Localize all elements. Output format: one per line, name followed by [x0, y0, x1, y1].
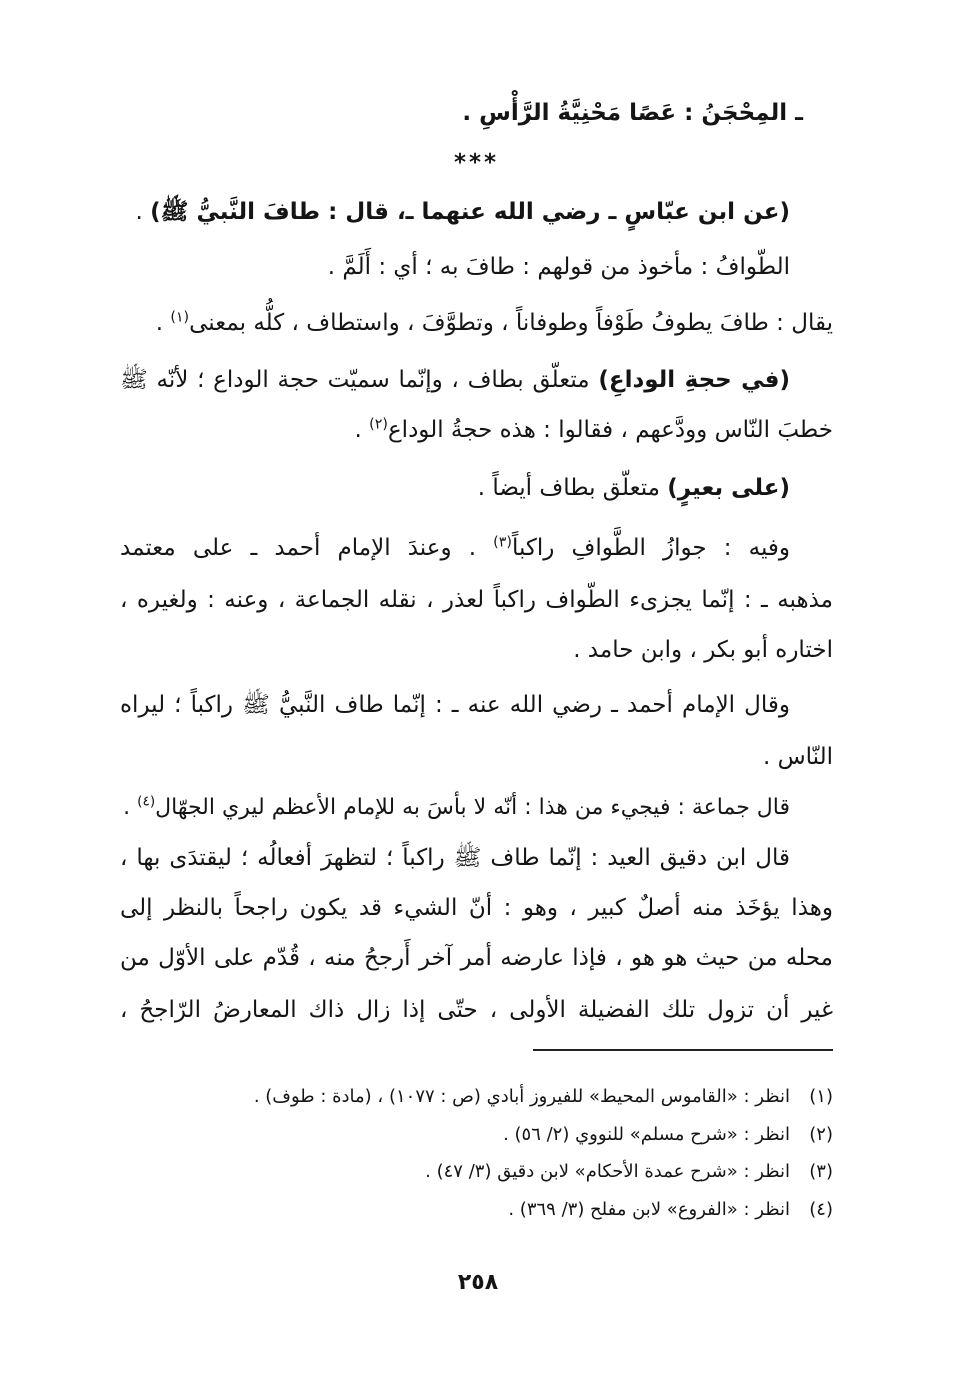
footnote-marker: (٢)	[369, 416, 388, 433]
heading-definition-line	[120, 93, 833, 133]
footnote-rule	[533, 1049, 833, 1051]
text-line	[120, 528, 833, 568]
quoted-term: (في حجةِ الوداعِ)	[598, 367, 791, 393]
footnote-text: انظر : «الفروع» لابن مفلح (٣/ ٣٦٩) .	[508, 1199, 790, 1220]
footnote-text: انظر : «القاموس المحيط» للفيروز أبادي (ص : ١٠٧٧) ، (مادة : طوف) .	[253, 1086, 790, 1107]
text-run: متعلّق بطاف ، وإنّما سميّت حجة الوداع ؛ لأنّه ﷺ	[120, 367, 599, 393]
hadith-quote: (عن ابن عبّاسٍ ـ رضي الله عنهما ـ، قال : طافَ النَّبيُّ ﷺ)	[150, 199, 790, 225]
text-run: اختاره أبو بكر ، وابن حامد .	[573, 637, 833, 663]
text-line	[120, 360, 833, 400]
text-run: خطبَ النّاس وودَّعهم ، فقالوا : هذه حجةُ الوداع	[387, 417, 833, 443]
text-line	[120, 580, 833, 620]
footnote-number: (٤)	[809, 1199, 833, 1220]
text-line	[120, 990, 833, 1030]
page-number: ٢٥٨	[457, 1270, 499, 1295]
text-run: النّاس .	[762, 744, 833, 770]
text-line	[120, 303, 833, 343]
text-run: قال ابن دقيق العيد : إنّما طاف ﷺ راكباً ؛ لتظهرَ أفعالُه ؛ ليقتدَى بها ،	[120, 845, 790, 871]
text-run: .	[155, 310, 171, 336]
text-run: قال جماعة : فيجيء من هذا : أنّه لا بأسَ به للإمام الأعظم ليري الجهّال	[155, 795, 790, 820]
text-run: مذهبه ـ : إنّما يجزىء الطّواف راكباً لعذر ، نقله الجماعة ، وعنه : ولغيره ،	[120, 587, 833, 613]
text-run: وقال الإمام أحمد ـ رضي الله عنه ـ : إنّما طاف النَّبيُّ ﷺ راكباً ؛ ليراه	[120, 692, 790, 718]
section-separator: ***	[453, 150, 500, 176]
footnote	[120, 1119, 833, 1151]
text-run: ـ المِحْجَنُ : عَصًا مَحْنِيَّةُ الرَّأْسِ .	[462, 100, 803, 126]
footnote-number: (١)	[809, 1086, 833, 1107]
footnote-text: انظر : «شرح مسلم» للنووي (٢/ ٥٦) .	[503, 1124, 790, 1145]
text-line	[120, 410, 833, 450]
text-run: غير أن تزول تلك الفضيلة الأولى ، حتّى إذا زال ذاك المعارضُ الرّاجحُ ،	[120, 997, 833, 1023]
text-run: يقال : طافَ يطوفُ طَوْفاً وطوفاناً ، وتطوَّفَ ، واستطاف ، كلُّه بمعنى	[189, 310, 833, 336]
text-line	[120, 685, 833, 725]
text-run: وفيه : جوازُ الطَّوافِ راكباً	[511, 535, 790, 561]
text-run: .	[135, 199, 151, 225]
text-line	[120, 938, 833, 978]
footnote-text: انظر : «شرح عمدة الأحكام» لابن دقيق (٣/ ٤٧) .	[425, 1161, 790, 1182]
text-line	[120, 788, 833, 828]
text-run: .	[123, 795, 138, 820]
text-line	[120, 737, 833, 777]
quoted-term: (على بعيرٍ)	[667, 475, 790, 501]
footnote-marker: (١)	[170, 309, 190, 326]
text-run: متعلّق بطاف أيضاً .	[477, 475, 668, 501]
footnote	[120, 1156, 833, 1188]
footnote-number: (٣)	[809, 1161, 833, 1182]
text-line	[120, 838, 833, 878]
text-line	[120, 468, 833, 508]
text-line	[120, 630, 833, 670]
footnote-marker: (٤)	[137, 793, 156, 810]
text-run: .	[354, 417, 370, 443]
footnote-marker: (٣)	[493, 534, 512, 551]
footnote	[120, 1081, 833, 1113]
footnote-number: (٢)	[809, 1124, 833, 1145]
text-run: محله من حيث هو هو ، فإذا عارضه أمر آخر أَرجحُ منه ، قُدّم على الأوّل من	[120, 945, 833, 971]
text-run: وهذا يؤخَذ منه أصلٌ كبير ، وهو : أنّ الشيء قد يكون راجحاً بالنظر إلى	[120, 895, 833, 921]
hadith-text-line	[120, 192, 833, 232]
text-line	[120, 247, 833, 287]
text-run: الطّوافُ : مأخوذ من قولهم : طافَ به ؛ أي : أَلَمَّ .	[327, 254, 790, 280]
text-run: . وعندَ الإمام أحمد ـ على معتمد	[120, 535, 494, 561]
text-line	[120, 888, 833, 928]
footnote	[120, 1194, 833, 1226]
